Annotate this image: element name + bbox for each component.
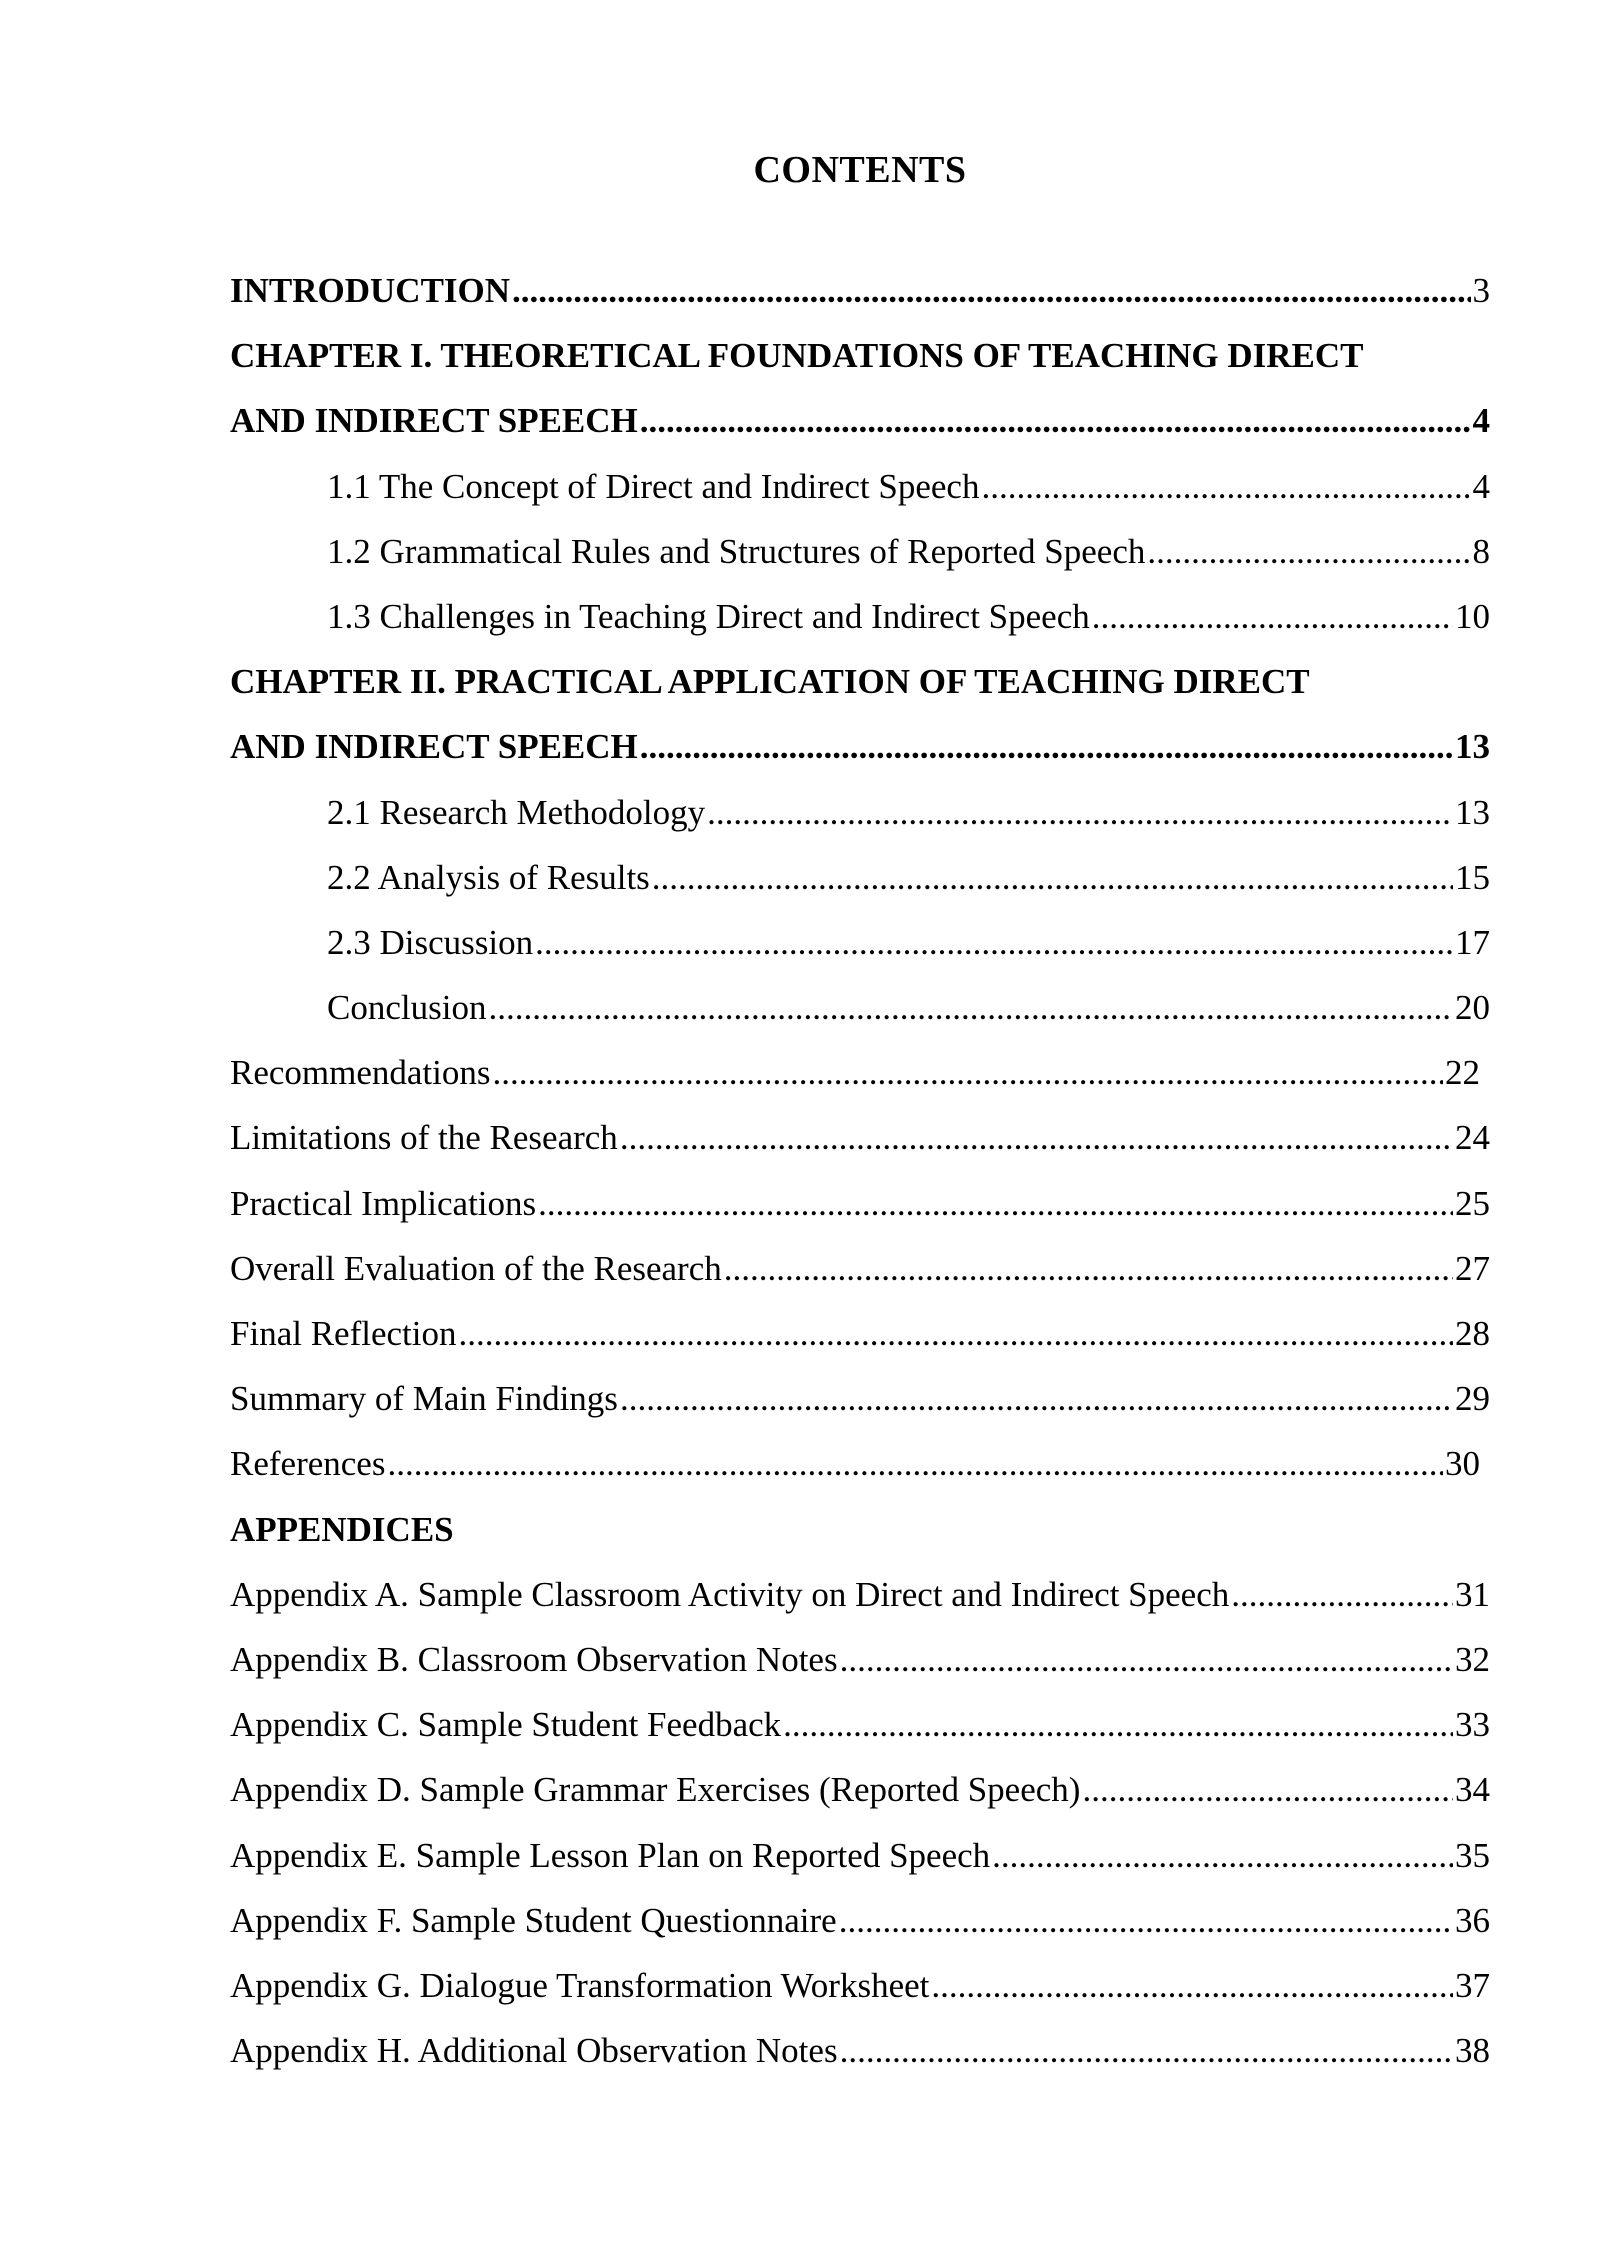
toc-entry-1-1 — [230, 454, 1490, 519]
toc-page-number: 33 — [1455, 1705, 1490, 1745]
toc-leader-dots — [488, 975, 1453, 1040]
toc-label: Conclusion — [327, 988, 487, 1028]
toc-entry-2-2 — [230, 845, 1490, 910]
toc-label: APPENDICES — [230, 1509, 454, 1549]
toc-leader-dots — [707, 780, 1453, 845]
toc-entry-conclusion — [230, 975, 1490, 1040]
toc-leader-dots — [981, 454, 1470, 519]
toc-entry-chapter-1 — [230, 388, 1490, 453]
toc-chapter-2-heading — [230, 649, 1490, 714]
toc-leader-dots — [640, 714, 1453, 779]
toc-page-number: 4 — [1472, 401, 1490, 441]
page-title: CONTENTS — [753, 149, 967, 191]
toc-label: 1.1 The Concept of Direct and Indirect Speech — [327, 466, 980, 506]
toc-leader-dots — [538, 1171, 1453, 1236]
toc-leader-dots — [931, 1953, 1453, 2018]
toc-entry-appendix-h — [230, 2018, 1490, 2083]
toc-page-number: 20 — [1455, 988, 1490, 1028]
toc-label: Limitations of the Research — [230, 1118, 618, 1158]
toc-leader-dots — [620, 1366, 1453, 1431]
toc-leader-dots — [387, 1431, 1443, 1496]
toc-page-number: 13 — [1455, 727, 1490, 767]
toc-page-number: 25 — [1455, 1183, 1490, 1223]
toc-leader-dots — [839, 1888, 1453, 1953]
toc-entry-appendix-f — [230, 1888, 1490, 1953]
toc-page-number: 34 — [1455, 1770, 1490, 1810]
toc-page-number: 35 — [1455, 1835, 1490, 1875]
toc-page-number: 31 — [1455, 1574, 1490, 1614]
toc-label: AND INDIRECT SPEECH — [230, 727, 638, 767]
toc-leader-dots — [724, 1236, 1453, 1301]
toc-leader-dots — [620, 1105, 1453, 1170]
toc-label: AND INDIRECT SPEECH — [230, 401, 638, 441]
toc-label: 2.1 Research Methodology — [327, 792, 706, 832]
toc-entry-1-2 — [230, 519, 1490, 584]
toc-leader-dots — [1092, 584, 1453, 649]
toc-entry-appendix-d — [230, 1757, 1490, 1822]
toc-entry-appendix-b — [230, 1627, 1490, 1692]
toc-label: Practical Implications — [230, 1183, 537, 1223]
toc-page-number: 32 — [1455, 1639, 1490, 1679]
toc-entry-appendix-g — [230, 1953, 1490, 2018]
toc-appendices-heading — [230, 1497, 1490, 1562]
toc-label: Appendix E. Sample Lesson Plan on Reported Speech — [230, 1835, 991, 1875]
toc-entry-summary — [230, 1366, 1490, 1431]
toc-entry-recommendations — [230, 1040, 1490, 1105]
toc-entry-appendix-a — [230, 1562, 1490, 1627]
toc-leader-dots — [458, 1301, 1453, 1366]
toc-page-number: 4 — [1472, 466, 1490, 506]
toc-chapter-1-heading — [230, 323, 1490, 388]
toc-leader-dots — [840, 1627, 1453, 1692]
toc-page-number: 24 — [1455, 1118, 1490, 1158]
toc-label: Appendix G. Dialogue Transformation Worksheet — [230, 1965, 930, 2005]
toc-leader-dots — [535, 910, 1453, 975]
toc-label: References — [230, 1444, 386, 1484]
toc-leader-dots — [640, 388, 1471, 453]
toc-label: 2.2 Analysis of Results — [327, 857, 650, 897]
toc-leader-dots — [1082, 1757, 1453, 1822]
toc-label: CHAPTER I. THEORETICAL FOUNDATIONS OF TEACHING DIRECT — [230, 336, 1364, 376]
toc-label: Overall Evaluation of the Research — [230, 1248, 722, 1288]
toc-label: 1.2 Grammatical Rules and Structures of Reported Speech — [327, 531, 1146, 571]
toc-label: Appendix F. Sample Student Questionnaire — [230, 1900, 837, 1940]
toc-leader-dots — [840, 2018, 1453, 2083]
toc-page-number: 15 — [1455, 857, 1490, 897]
toc-label: Appendix C. Sample Student Feedback — [230, 1705, 782, 1745]
toc-entry-introduction — [230, 258, 1490, 323]
toc-label: Appendix A. Sample Classroom Activity on Direct and Indirect Speech — [230, 1574, 1230, 1614]
toc-page-number: 36 — [1455, 1900, 1490, 1940]
toc-entry-practical-implications — [230, 1171, 1490, 1236]
toc-label: Appendix H. Additional Observation Notes — [230, 2031, 838, 2071]
toc-entry-chapter-2 — [230, 714, 1490, 779]
toc-entry-appendix-e — [230, 1823, 1490, 1888]
toc-leader-dots — [1231, 1562, 1453, 1627]
toc-page-number: 22 — [1445, 1053, 1480, 1093]
toc-leader-dots — [652, 845, 1453, 910]
toc-leader-dots — [512, 258, 1470, 323]
table-of-contents — [230, 258, 1490, 2083]
toc-entry-1-3 — [230, 584, 1490, 649]
toc-label: Appendix B. Classroom Observation Notes — [230, 1639, 838, 1679]
toc-label: Final Reflection — [230, 1314, 457, 1353]
toc-entry-references — [230, 1431, 1490, 1496]
toc-label: CHAPTER II. PRACTICAL APPLICATION OF TEACHING DIRECT — [230, 662, 1310, 702]
toc-page-number: 8 — [1472, 531, 1490, 571]
toc-label: 1.3 Challenges in Teaching Direct and Indirect Speech — [327, 596, 1090, 636]
toc-label: Appendix D. Sample Grammar Exercises (Reported Speech) — [230, 1770, 1081, 1810]
toc-entry-limitations — [230, 1105, 1490, 1170]
toc-page-number: 38 — [1455, 2031, 1490, 2071]
toc-label: Recommendations — [230, 1053, 491, 1093]
toc-page-number: 30 — [1445, 1444, 1480, 1484]
toc-page-number: 28 — [1455, 1314, 1490, 1353]
toc-leader-dots — [783, 1692, 1453, 1757]
toc-label: 2.3 Discussion — [327, 922, 534, 962]
toc-leader-dots — [1147, 519, 1470, 584]
toc-page-number: 13 — [1455, 792, 1490, 832]
toc-label: INTRODUCTION — [230, 271, 511, 310]
toc-entry-appendix-c — [230, 1692, 1490, 1757]
toc-page-number: 29 — [1455, 1379, 1490, 1419]
toc-page-number: 17 — [1455, 922, 1490, 962]
toc-page-number: 10 — [1455, 596, 1490, 636]
toc-page-number: 27 — [1455, 1248, 1490, 1288]
toc-leader-dots — [493, 1040, 1443, 1105]
toc-entry-overall-evaluation — [230, 1236, 1490, 1301]
toc-leader-dots — [992, 1823, 1453, 1888]
toc-page-number: 37 — [1455, 1965, 1490, 2005]
toc-entry-2-3 — [230, 910, 1490, 975]
toc-entry-final-reflection — [230, 1301, 1490, 1366]
toc-entry-2-1 — [230, 780, 1490, 845]
toc-label: Summary of Main Findings — [230, 1379, 618, 1419]
toc-page-number: 3 — [1472, 271, 1490, 310]
